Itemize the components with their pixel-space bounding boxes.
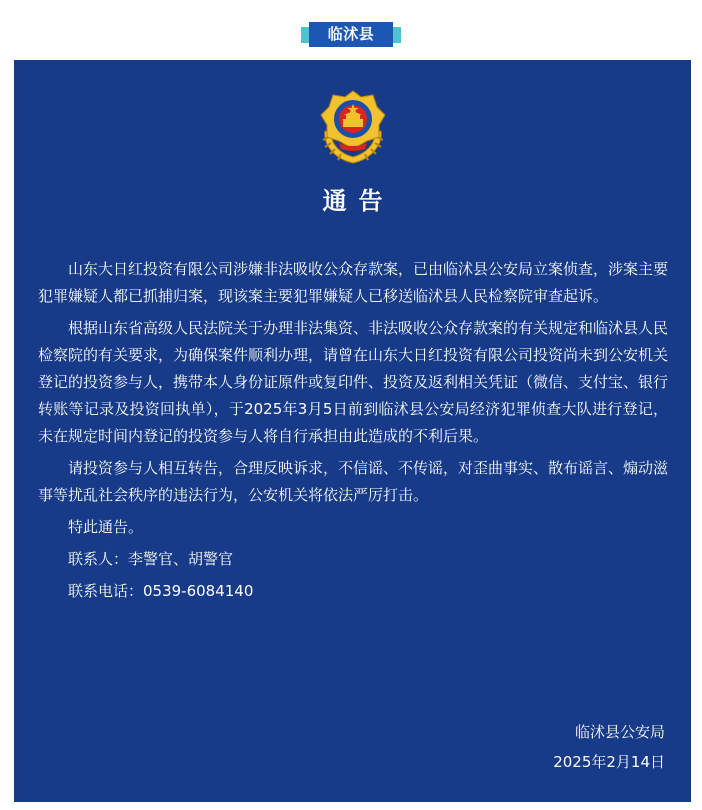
contact-people: 联系人：李警官、胡警官 [68, 550, 234, 568]
paragraph-case-status: 山东大日红投资有限公司涉嫌非法吸收公众存款案，已由临沭县公安局立案侦查，涉案主要犯罪嫌疑人都已抓捕归案，现该案主要犯罪嫌疑人已移送临沭县人民检察院审查起诉。 [38, 260, 669, 305]
closing-line: 特此通告。 [68, 518, 144, 536]
county-tag [301, 22, 401, 47]
paragraph-warning: 请投资参与人相互转告，合理反映诉求，不信谣、不传谣，对歪曲事实、散布谣言、煽动滋事等扰乱社会秩序的违法行为，公安机关将依法严厉打击。 [38, 459, 669, 504]
notice-body [38, 256, 668, 610]
contact-phone: 联系电话：0539-6084140 [68, 582, 254, 600]
police-emblem-icon [313, 87, 393, 167]
issuer: 临沭县公安局 [574, 723, 665, 741]
paragraph-registration: 根据山东省高级人民法院关于办理非法集资、非法吸收公众存款案的有关规定和临沭县人民检察院的有关要求，为确保案件顺利办理，请曾在山东大日红投资有限公司投资尚未到公安机关登记的投资参与人，携带本人身份证原件或复印件、投资及返利相关凭证（微信、支付宝、银行转账等记录及投资回执单），于2025年3月5日前到临沭县公安局经济犯罪侦查大队进行登记，未在规定时间内登记的投资参与人将自行承担由此造成的不利后果。 [38, 319, 669, 445]
issue-date: 2025年2月14日 [553, 753, 665, 771]
notice-panel [14, 60, 691, 802]
notice-title: 通告 [322, 187, 395, 215]
county-tag-label: 临沭县 [309, 22, 393, 47]
